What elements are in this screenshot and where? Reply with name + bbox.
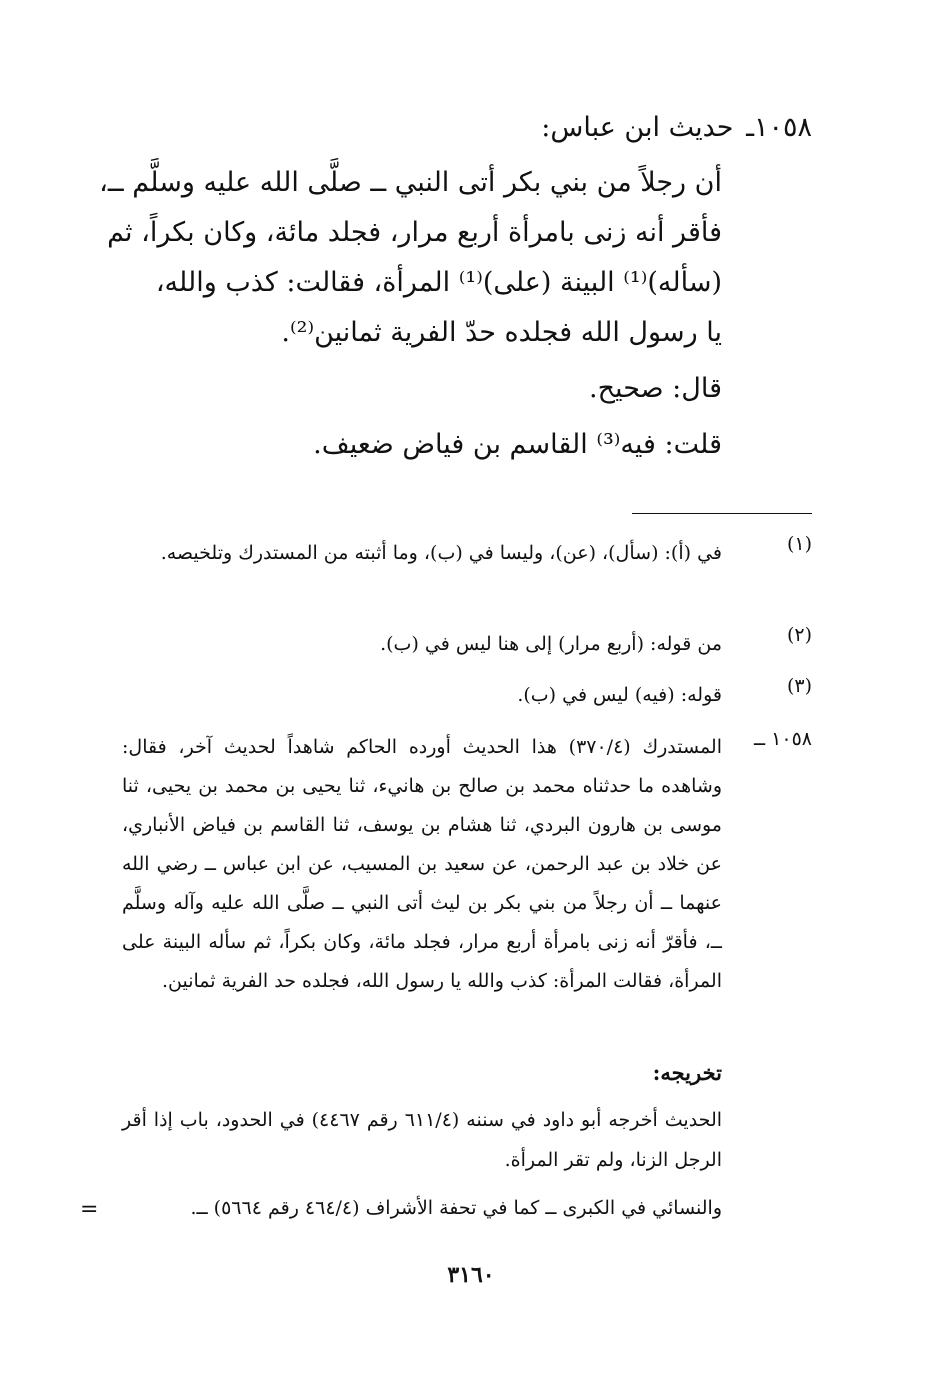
body-line-4: يا رسول الله فجلده حدّ الفرية ثمانين⁽²⁾.	[281, 317, 722, 348]
author-comment: قلت: فيه⁽³⁾ القاسم بن فياض ضعيف.	[313, 429, 722, 460]
takhrij-body: الحديث أخرجه أبو داود في سننه (٦١١/٤ رقم ٤٤٦٧) في الحدود، باب إذا أقر الرجل الزنا، ولم تقر المرأة.	[122, 1109, 723, 1171]
commentary-text: المستدرك (٣٧٠/٤) هذا الحديث أورده الحاكم شاهداً لحديث آخر، فقال: وشاهده ما حدثناه محمد بن صالح بن هانيء، ثنا يحيى بن محمد بن يحيى، ثنا موسى بن هارون البردي، ثنا هشام بن يوسف، ثنا القاسم بن فياض الأنباري، عن خلاد بن عبد الرحمن، عن سعيد بن المسيب، عن ابن عباس ــ رضي الله عنهما ــ أن رجلاً من بني بكر بن ليث أتى النبي ــ صلَّى الله عليه وآله وسلَّم ــ، فأقرّ أنه زنى بامرأة أربع مرار، فجلد مائة، وكان بكراً، ثم سأله البينة على المرأة، فقالت المرأة: كذب والله يا رسول الله، فجلده حد الفرية ثمانين.	[122, 736, 723, 992]
takhrij-heading: تخريجه:	[652, 1060, 722, 1085]
hadith-number: ١٠٥٨ـ	[746, 112, 812, 143]
continuation-mark: =	[80, 1197, 99, 1222]
hadith-title: حديث ابن عباس:	[541, 112, 734, 143]
footnote-number: (٢)	[786, 624, 812, 646]
footnote-separator	[632, 513, 812, 514]
footnote-number: (١)	[786, 533, 812, 555]
footnote-text: في (أ): (سأل)، (عن)، وليسا في (ب)، وما أثبته من المستدرك وتلخيصه.	[160, 542, 722, 564]
hadith-heading	[541, 112, 812, 143]
grading-statement: قال: صحيح.	[589, 373, 722, 404]
footnote-text: من قوله: (أربع مرار) إلى هنا ليس في (ب).	[380, 633, 722, 655]
body-line-3: (سأله)⁽¹⁾ البينة (على)⁽¹⁾ المرأة، فقالت: كذب والله،	[155, 267, 722, 298]
body-line-2: فأقر أنه زنى بامرأة أربع مرار، فجلد مائة، وكان بكراً، ثم	[107, 217, 722, 248]
footnote-number: (٣)	[786, 675, 812, 697]
body-line-1: أن رجلاً من بني بكر أتى النبي ــ صلَّى الله عليه وسلَّم ــ،	[99, 167, 722, 198]
commentary-number: ١٠٥٨ ــ	[753, 728, 812, 750]
footnote-text: قوله: (فيه) ليس في (ب).	[517, 684, 722, 706]
page-number: ٣١٦٠	[447, 1262, 495, 1288]
takhrij-nasai: والنسائي في الكبرى ــ كما في تحفة الأشراف (٤٦٤/٤ رقم ٥٦٦٤) ــ.	[190, 1197, 722, 1219]
